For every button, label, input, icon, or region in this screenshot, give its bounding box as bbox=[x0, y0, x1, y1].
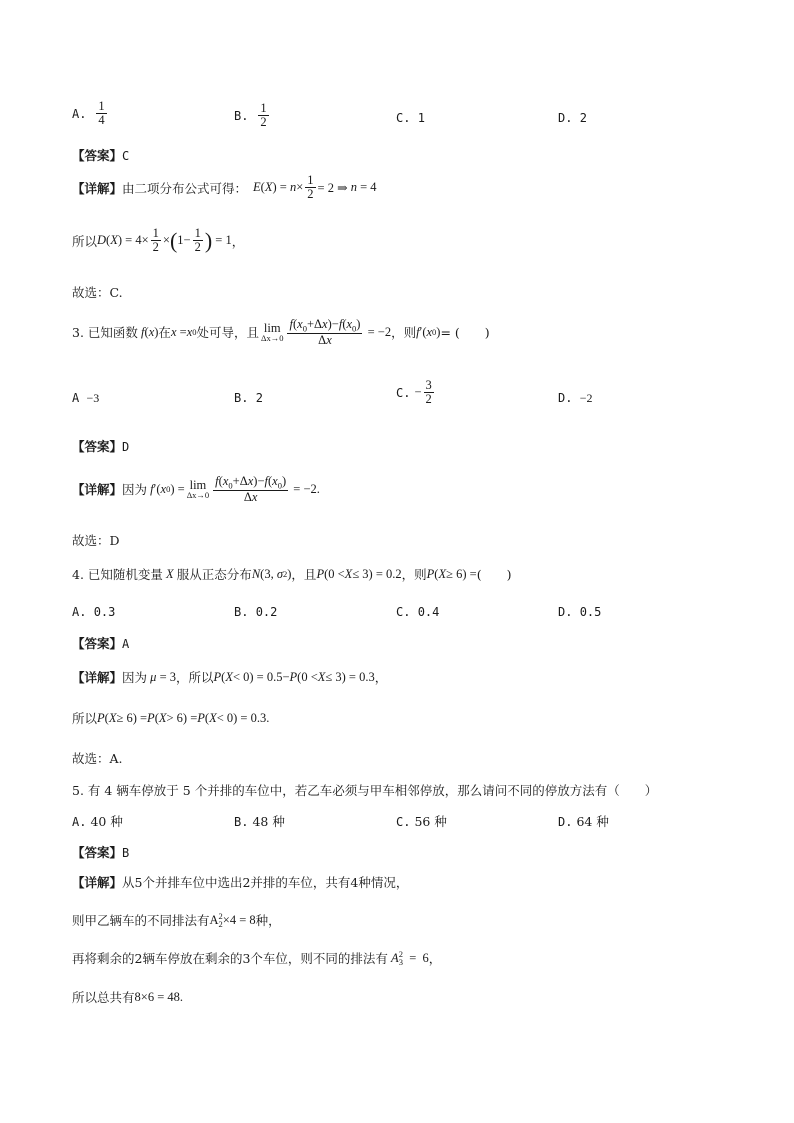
q2-option-b: B. $\frac{1}{2}$ bbox=[234, 101, 267, 130]
q5-remaining-line: 再将剩余的2辆车停放在剩余的3个车位，则不同的排法有 A 2 3 = 6 ， bbox=[72, 948, 442, 967]
q4-result-line: 所以 P ( X ≥ 6) = P ( X > 6) = P ( X < 0) = 0.3. bbox=[72, 710, 270, 726]
q5-arrangement-line: 则甲乙辆车的不同排法有 A 2 2 ×4 = 8 种， bbox=[72, 910, 281, 929]
q3-option-b: B. 2 bbox=[234, 391, 263, 405]
q3-detail: 【详解】 因为 f ′( x 0 ) = lim Δx→0 $\frac{f(x_0+\Delta x)-f(x_0)}{\Delta x}$ = −2. bbox=[72, 474, 320, 505]
q5-detail: 【详解】从5个并排车位中选出2并排的车位，共有4种情况， bbox=[72, 875, 409, 890]
q2-option-a: A. $\frac{1}{4}$ bbox=[72, 99, 105, 128]
q4-detail: 【详解】 因为 μ = 3 ，所以 P ( X < 0) = 0.5− P (0 < X ≤ 3) = 0.3 ， bbox=[72, 669, 388, 685]
q4-conclusion: 故选：A. bbox=[72, 751, 123, 766]
q5-option-c: C. 56 种 bbox=[396, 814, 447, 829]
q2-conclusion: 故选：C. bbox=[72, 285, 123, 300]
q2-option-d: D. 2 bbox=[558, 111, 587, 125]
q4-option-a: A. 0.3 bbox=[72, 605, 116, 619]
q2-option-a-fraction: $\frac{1}{4}$ bbox=[98, 99, 105, 128]
q2-answer: 【答案】C bbox=[72, 148, 130, 163]
q2-option-c: C. 1 bbox=[396, 111, 425, 125]
q5-total-line: 所以总共有 8×6 = 48. bbox=[72, 989, 183, 1005]
q2-detail: 【详解】 由二项分布公式可得： E ( X ) = n × $\frac{1}{2}$ = 2 ⇒ n = 4 bbox=[72, 173, 377, 202]
q2-option-b-fraction: $\frac{1}{2}$ bbox=[260, 101, 267, 130]
q4-option-d: D. 0.5 bbox=[558, 605, 602, 619]
q5-stem: 5. 有 4 辆车停放于 5 个并排的车位中，若乙车必须与甲车相邻停放，那么请问不同的停放方法有（ ） bbox=[72, 783, 658, 798]
q4-option-b: B. 0.2 bbox=[234, 605, 278, 619]
q2-variance-line: 所以 D ( X ) = 4× $\frac{1}{2}$ × ( 1− $\frac{1}{2}$ ) = 1 ， bbox=[72, 226, 245, 255]
q3-stem: 3. 已知函数 f ( x ) 在 x = x 0 处可导，且 lim Δx→0 $\frac{f(x_0+\Delta x)-f(x_0)}{\Delta x}$ = −2 ，则 f ′( x 0 ) = ( ) bbox=[72, 317, 490, 348]
q3-option-a: A −3 bbox=[72, 391, 100, 405]
q5-option-d: D. 64 种 bbox=[558, 814, 609, 829]
q4-option-c: C. 0.4 bbox=[396, 605, 440, 619]
q3-option-d: D. −2 bbox=[558, 391, 593, 405]
q5-answer: 【答案】B bbox=[72, 845, 130, 860]
q3-conclusion: 故选：D bbox=[72, 533, 120, 548]
q3-option-c: C. − $\frac{3}{2}$ bbox=[396, 378, 432, 407]
q5-option-b: B. 48 种 bbox=[234, 814, 285, 829]
q4-answer: 【答案】A bbox=[72, 636, 130, 651]
q3-answer: 【答案】D bbox=[72, 439, 130, 454]
q4-stem: 4. 已知随机变量 X 服从正态分布 N (3, σ 2 ) ，且 P (0 < X ≤ 3) = 0.2 ，则 P ( X ≥ 6) = ( ) bbox=[72, 566, 512, 582]
q5-option-a: A. 40 种 bbox=[72, 814, 123, 829]
